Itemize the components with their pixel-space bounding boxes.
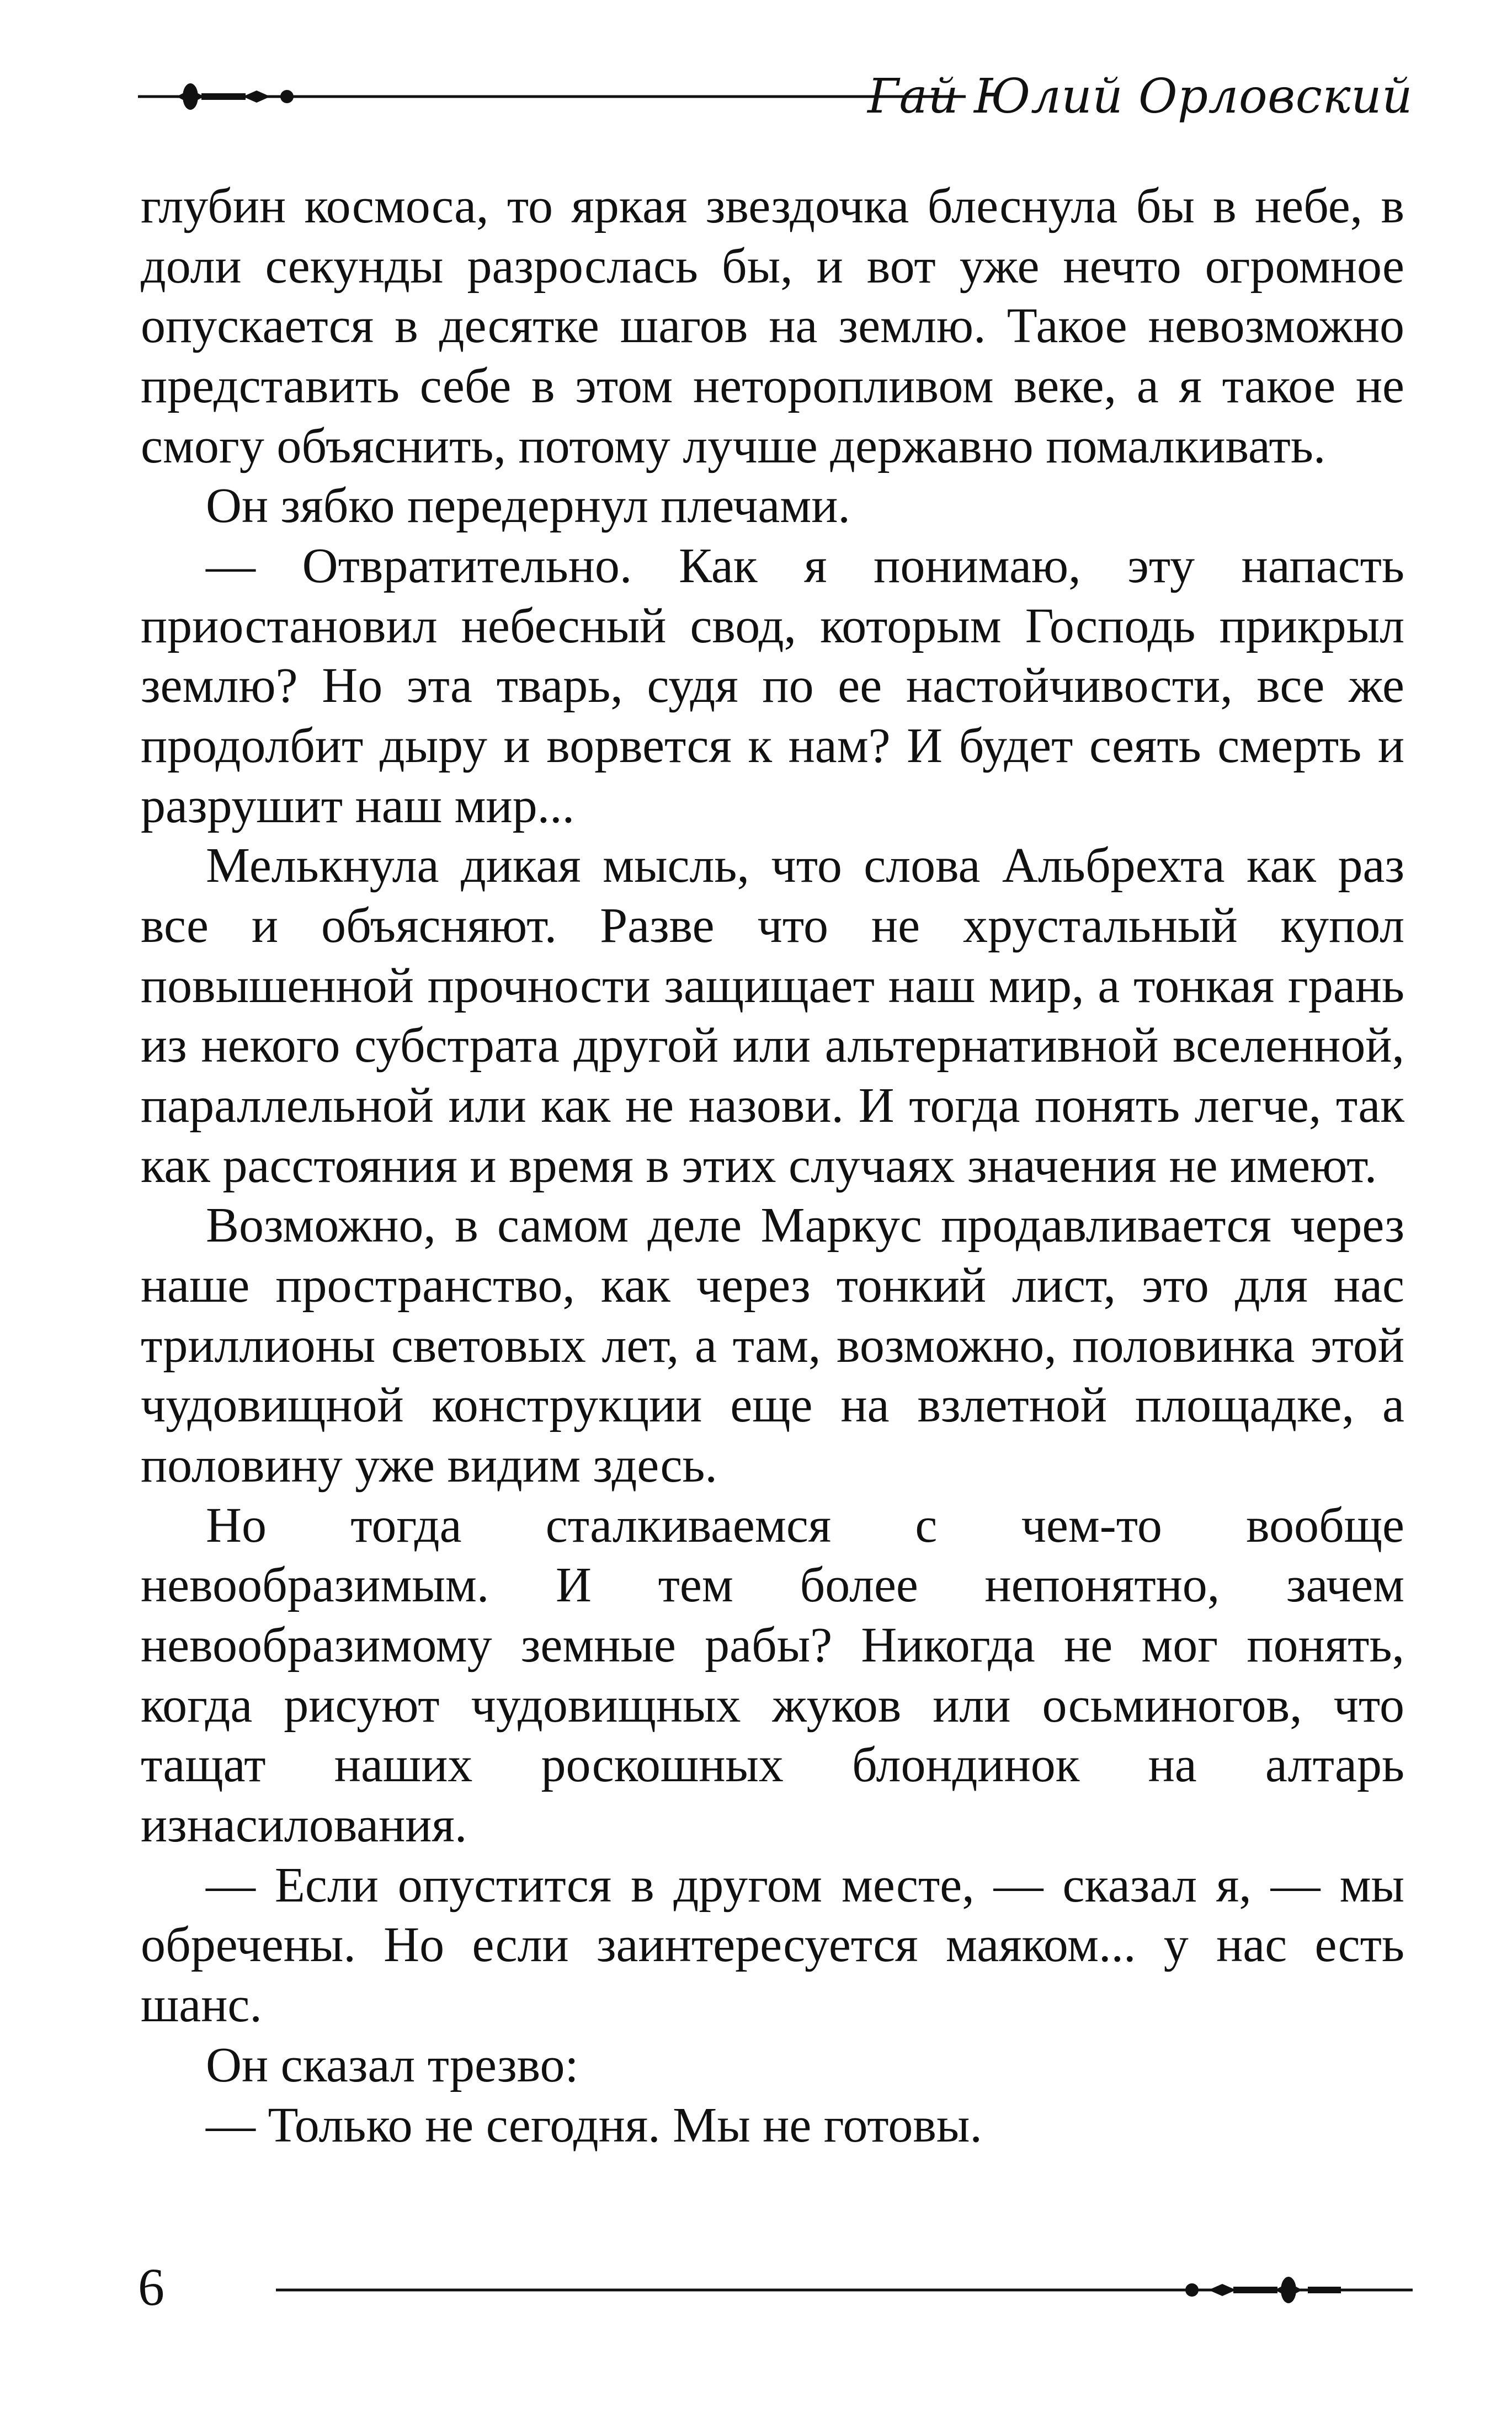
footer-ornament-rule — [276, 2276, 1413, 2304]
paragraph: Но тогда сталкиваемся с чем-то вообще невообразимым. И тем более непонятно, зачем невообразимому земные рабы? Никогда не мог понять, когда рисуют чудовищных жуков или осьминогов, что тащат наших роскошных блондинок на алтарь изнасилования. — [141, 1498, 1404, 1853]
paragraph: Возможно, в самом деле Маркус продавливается через наше пространство, как через тонкий лист, это для нас триллионы световых лет, а там, возможно, половинка этой чудовищной конструкции еще на взлетной площадке, а половину уже видим здесь. — [141, 1198, 1404, 1493]
running-head: Гай Юлий Орловский — [867, 69, 1413, 124]
paragraph: — Отвратительно. Как я понимаю, эту напасть приостановил небесный свод, которым Господь прикрыл землю? Но эта тварь, судя по ее настойчивости, все же продолбит дыру и ворвется к нам? И будет сеять смерть и разрушит наш мир... — [141, 539, 1404, 833]
paragraph: — Только не сегодня. Мы не готовы. — [206, 2097, 982, 2153]
body-text — [141, 177, 1404, 2155]
paragraph: Он сказал трезво: — [206, 2037, 579, 2092]
page-number: 6 — [138, 2257, 164, 2316]
paragraph: — Если опустится в другом месте, — сказал я, — мы обречены. Но если заинтересуется маяком... у нас есть шанс. — [141, 1857, 1404, 2033]
header-ornament-rule — [138, 83, 966, 110]
page-header — [138, 61, 1413, 127]
page-footer — [138, 2257, 1413, 2323]
paragraph: Мелькнула дикая мысль, что слова Альбрехта как раз все и объясняют. Разве что не хрустальный купол повышенной прочности защищает наш мир, а тонкая грань из некого субстрата другой или альтернативной вселенной, параллельной или как не назови. И тогда понять легче, так как расстояния и время в этих случаях значения не имеют. — [141, 838, 1404, 1193]
paragraph: Он зябко передернул плечами. — [206, 478, 850, 534]
paragraph: глубин космоса, то яркая звездочка блеснула бы в небе, в доли секунды разрослась бы, и вот уже нечто огромное опускается в десятке шагов на землю. Такое невозможно представить себе в этом неторопливом веке, а я такое не смогу объяснить, потому лучше державно помалкивать. — [141, 179, 1404, 473]
